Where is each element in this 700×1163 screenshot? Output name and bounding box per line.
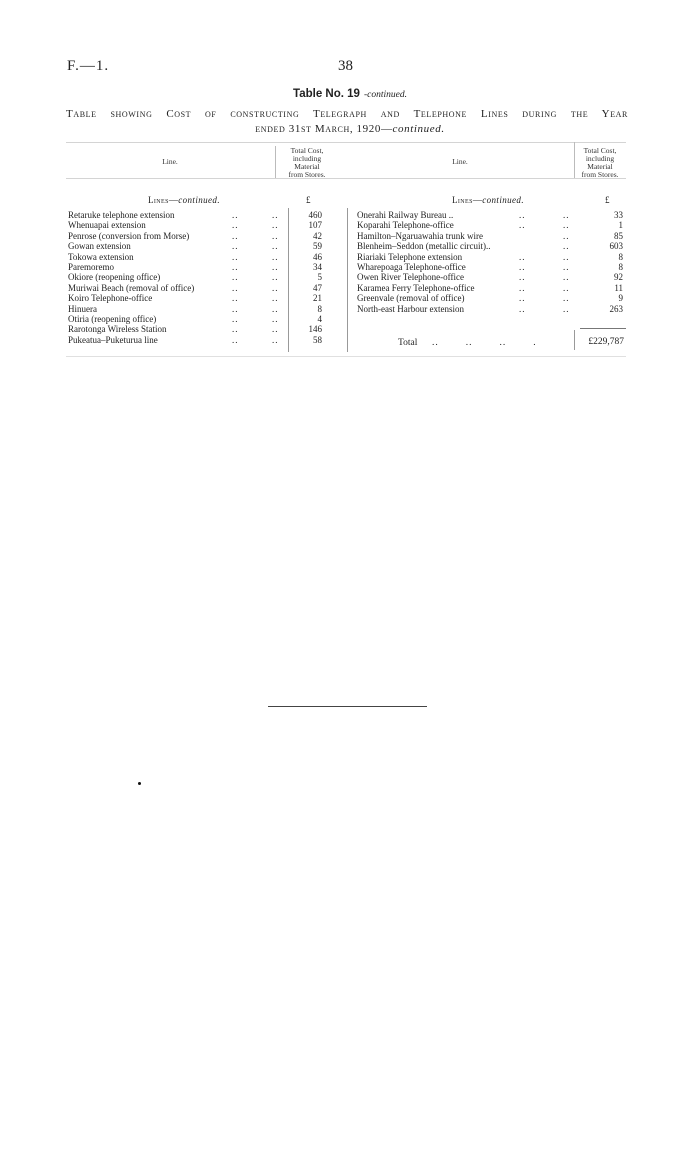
table-row: [357, 241, 627, 251]
row-name: Penrose (conversion from Morse): [68, 230, 190, 241]
row-name: Karamea Ferry Telephone-office: [357, 282, 475, 293]
page-number: 38: [338, 58, 353, 74]
row-leader-dots: ..: [272, 334, 279, 345]
table-row: [68, 252, 328, 262]
left-header-vrule: [275, 146, 276, 178]
table-bottom-rule: [66, 356, 626, 357]
table-caption-line-2: [0, 123, 700, 135]
row-leader-dots: ..: [272, 251, 279, 262]
row-name: Paremoremo: [68, 262, 114, 272]
row-name: Retaruke telephone extension: [68, 210, 175, 220]
row-leader-dots: ..: [563, 282, 570, 293]
row-name: Wharepoaga Telephone-office: [357, 262, 466, 272]
right-cost-header: [572, 147, 628, 179]
table-row: [357, 210, 627, 220]
table-row: [68, 335, 328, 345]
table-row: [68, 304, 328, 314]
row-leader-dots: ..: [232, 241, 239, 252]
left-cost-header-4: from Stores.: [288, 170, 326, 179]
right-section-prefix: Lines—: [452, 195, 483, 205]
right-cost-header-3: Material: [587, 162, 613, 171]
row-value: 146: [308, 324, 322, 335]
row-leader-dots: ..: [232, 314, 239, 324]
caption-prefix: ended 31st March, 1920—: [255, 123, 393, 135]
table-row: [357, 252, 627, 262]
row-leader-dots: ..: [272, 314, 279, 324]
row-leader-dots: ..: [232, 230, 239, 241]
row-name: Muriwai Beach (removal of office): [68, 282, 195, 293]
header-bottom-rule: [66, 178, 626, 179]
row-leader-dots: ..: [272, 262, 279, 272]
row-leader-dots: ..: [519, 293, 526, 304]
total-value: £229,787: [588, 337, 624, 347]
row-value: 92: [614, 272, 623, 283]
row-value: 33: [614, 210, 623, 220]
row-leader-dots: ..: [519, 210, 526, 220]
row-leader-dots: ..: [519, 220, 526, 231]
table-row: [357, 231, 627, 241]
right-currency-symbol: £: [605, 195, 610, 205]
row-value: 21: [313, 293, 322, 304]
row-leader-dots: ..: [232, 272, 239, 283]
row-leader-dots: ..: [563, 230, 570, 241]
row-leader-dots: ..: [563, 272, 570, 283]
table-row: [68, 262, 328, 272]
row-value: 34: [313, 262, 322, 272]
row-leader-dots: ..: [563, 293, 570, 304]
row-value: 5: [317, 272, 322, 283]
row-value: 85: [614, 230, 623, 241]
row-name: Riariaki Telephone extension: [357, 251, 463, 262]
row-leader-dots: ..: [272, 210, 279, 220]
row-name: Pukeatua–Puketurua line: [68, 334, 158, 345]
table-title: [0, 88, 700, 100]
table-row: [357, 293, 627, 303]
row-name: Okiore (reopening office): [68, 272, 161, 283]
row-value: 9: [618, 293, 623, 304]
left-section-prefix: Lines—: [148, 195, 179, 205]
right-cost-header-2: including: [585, 154, 615, 163]
row-leader-dots: ..: [563, 303, 570, 314]
row-leader-dots: ..: [232, 282, 239, 293]
row-value: 603: [609, 241, 623, 252]
row-value: 4: [317, 314, 322, 324]
row-value: 46: [313, 251, 322, 262]
table-row: [357, 283, 627, 293]
row-name: Gowan extension: [68, 241, 131, 252]
row-leader-dots: ..: [272, 303, 279, 314]
row-value: 58: [313, 334, 322, 345]
total-rule: [580, 328, 626, 329]
row-leader-dots: ..: [519, 303, 526, 314]
row-name: Tokowa extension: [68, 251, 134, 262]
right-header-vrule: [574, 142, 575, 178]
row-leader-dots: ..: [232, 210, 239, 220]
caption-suffix: continued.: [392, 123, 445, 135]
table-top-rule: [66, 142, 626, 143]
total-leader-dots: .. .. .. .: [432, 338, 537, 348]
row-name: Whenuapai extension: [68, 220, 146, 231]
row-leader-dots: ..: [272, 230, 279, 241]
right-cost-header-4: from Stores.: [581, 170, 619, 179]
row-value: 8: [618, 251, 623, 262]
row-value: 11: [614, 282, 623, 293]
row-name: Rarotonga Wireless Station: [68, 324, 167, 335]
row-leader-dots: ..: [232, 293, 239, 304]
row-leader-dots: ..: [519, 262, 526, 272]
table-row: [357, 262, 627, 272]
table-row: [357, 272, 627, 282]
table-row: [68, 241, 328, 251]
row-leader-dots: ..: [232, 220, 239, 231]
row-leader-dots: ..: [563, 210, 570, 220]
right-section-heading: [452, 195, 524, 205]
left-currency-symbol: £: [306, 195, 311, 205]
row-value: 42: [313, 230, 322, 241]
row-name: Onerahi Railway Bureau ..: [357, 210, 454, 220]
table-caption-line-1: Table showing Cost of constructing Telegraph and Telephone Lines during the Year: [66, 108, 628, 120]
left-cost-header-1: Total Cost,: [290, 146, 324, 155]
row-name: Hinuera: [68, 303, 97, 314]
row-value: 263: [609, 303, 623, 314]
row-leader-dots: ..: [563, 251, 570, 262]
row-leader-dots: ..: [519, 282, 526, 293]
table-row: [68, 220, 328, 230]
right-line-header: Line.: [452, 157, 468, 166]
table-row: [68, 314, 328, 324]
row-value: 8: [618, 262, 623, 272]
document-code: F.—1.: [67, 58, 110, 74]
row-value: 1: [618, 220, 623, 231]
middle-col-vrule: [347, 208, 348, 352]
row-value: 107: [308, 220, 322, 231]
row-name: Greenvale (removal of office): [357, 293, 465, 304]
row-leader-dots: ..: [519, 272, 526, 283]
row-name: Koparahi Telephone-office: [357, 220, 454, 231]
table-row: [68, 210, 328, 220]
row-leader-dots: ..: [272, 241, 279, 252]
row-name: Hamilton–Ngaruawahia trunk wire: [357, 230, 483, 241]
row-name: Koiro Telephone-office: [68, 293, 153, 304]
row-leader-dots: ..: [232, 324, 239, 335]
row-leader-dots: ..: [272, 293, 279, 304]
row-value: 47: [313, 282, 322, 293]
table-row: [357, 304, 627, 314]
row-value: 8: [317, 303, 322, 314]
left-cost-header: [272, 147, 342, 179]
row-name: Blenheim–Seddon (metallic circuit)..: [357, 241, 491, 252]
row-leader-dots: ..: [272, 220, 279, 231]
total-label: Total: [398, 338, 418, 348]
table-row: [68, 324, 328, 334]
left-cost-header-2: including: [292, 154, 322, 163]
row-leader-dots: ..: [563, 241, 570, 252]
row-name: North-east Harbour extension: [357, 303, 464, 314]
left-section-suffix: continued.: [178, 195, 220, 205]
row-leader-dots: ..: [232, 334, 239, 345]
table-row: [68, 231, 328, 241]
table-row: [68, 293, 328, 303]
row-value: 59: [313, 241, 322, 252]
table-row: [68, 272, 328, 282]
right-cost-header-1: Total Cost,: [583, 146, 617, 155]
row-leader-dots: ..: [272, 324, 279, 335]
left-line-header: Line.: [162, 157, 178, 166]
row-leader-dots: ..: [232, 303, 239, 314]
row-leader-dots: ..: [232, 251, 239, 262]
row-leader-dots: ..: [272, 282, 279, 293]
row-value: 460: [308, 210, 322, 220]
row-leader-dots: ..: [232, 262, 239, 272]
table-row: [68, 283, 328, 293]
table-title-suffix: -continued.: [363, 90, 407, 100]
row-leader-dots: ..: [563, 262, 570, 272]
stray-dot-mark: [138, 782, 141, 785]
table-row: [357, 220, 627, 230]
row-leader-dots: ..: [563, 220, 570, 231]
row-name: Otiria (reopening office): [68, 314, 157, 324]
right-section-suffix: continued.: [482, 195, 524, 205]
row-leader-dots: ..: [272, 272, 279, 283]
table-title-text: Table No. 19: [293, 88, 360, 100]
row-name: Owen River Telephone-office: [357, 272, 464, 283]
end-rule: [268, 706, 427, 707]
row-leader-dots: ..: [519, 251, 526, 262]
left-section-heading: [148, 195, 220, 205]
left-cost-header-3: Material: [294, 162, 320, 171]
